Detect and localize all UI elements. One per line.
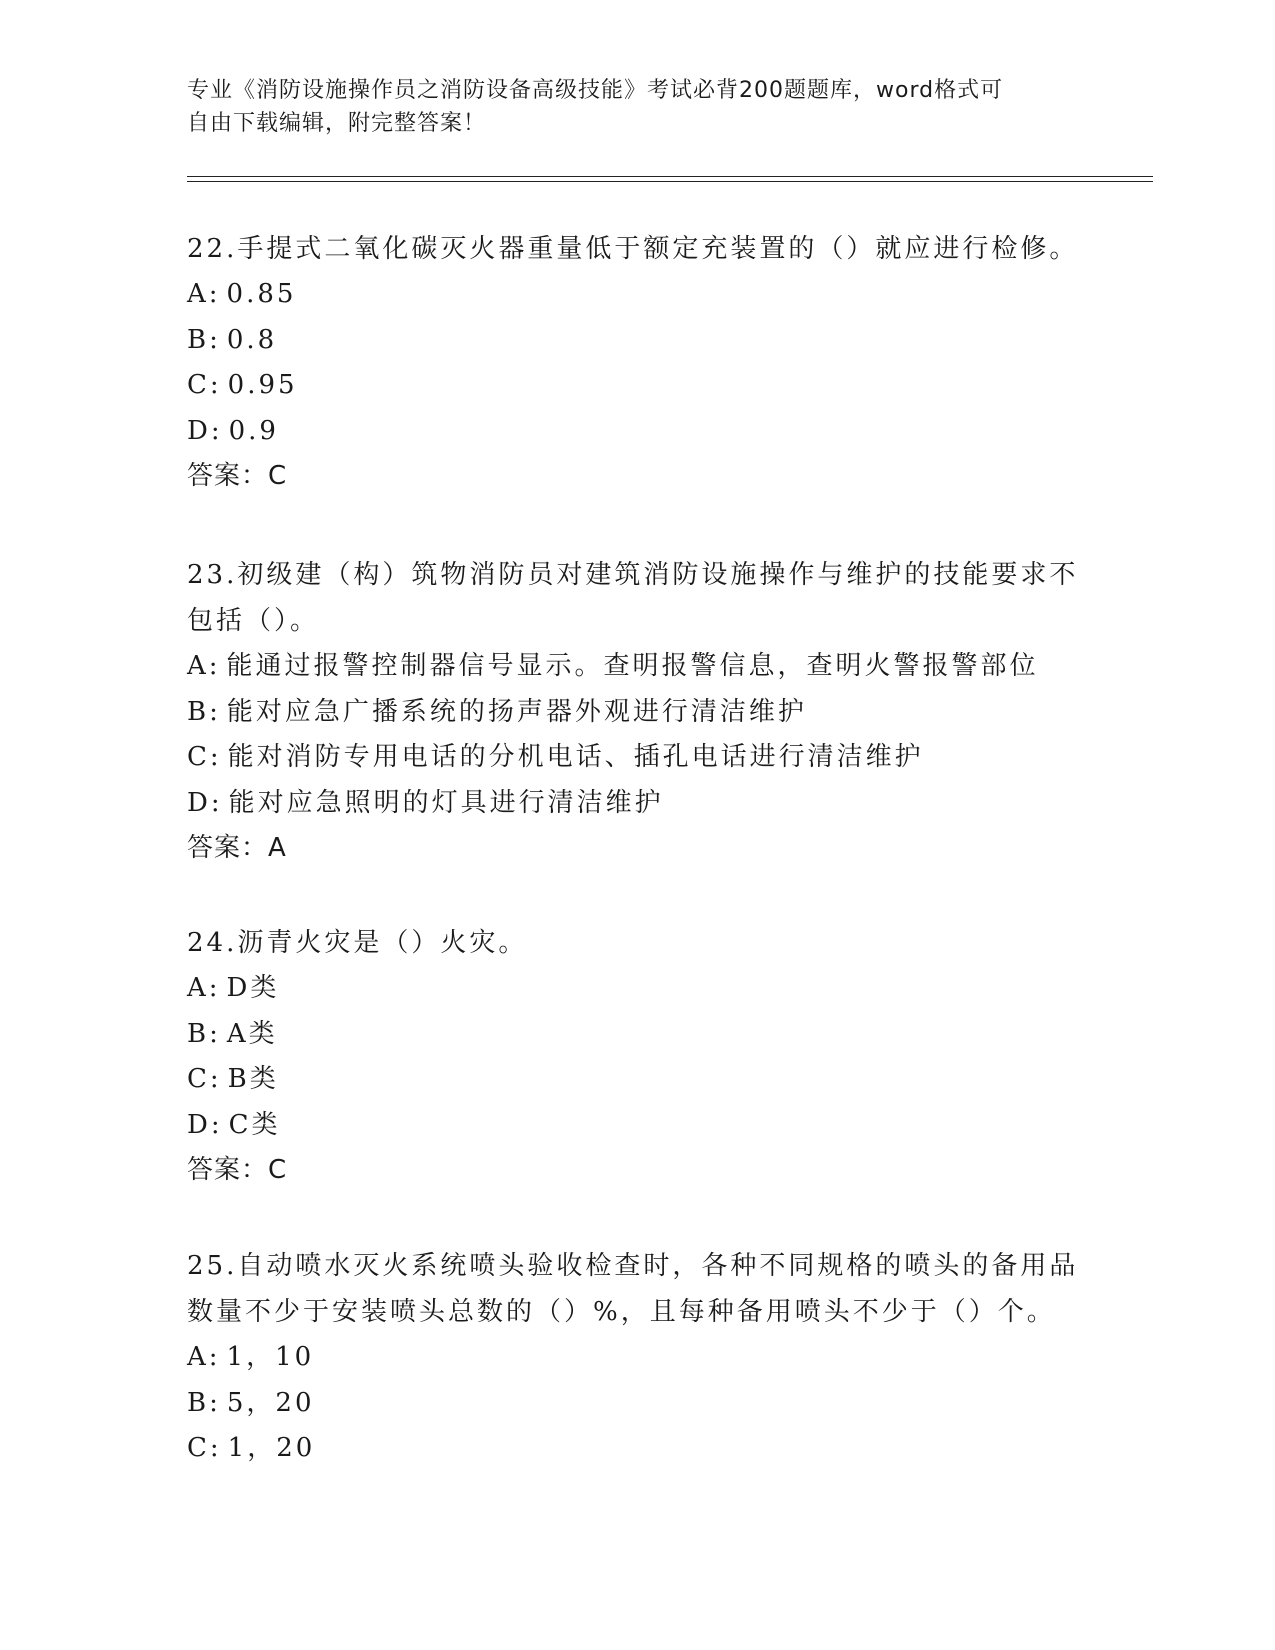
- document-header: [187, 74, 1067, 140]
- question-stem: 24.沥青火灾是（）火灾。: [187, 928, 528, 958]
- option-label: B:: [187, 1018, 221, 1049]
- option-label: A:: [187, 973, 221, 1003]
- option-a: [187, 644, 1087, 690]
- question-24: [187, 920, 1087, 1194]
- option-label: D:: [187, 415, 223, 446]
- question-stem: 22.手提式二氧化碳灭火器重量低于额定充装置的（）就应进行检修。: [187, 234, 1079, 264]
- option-text: 能对消防专用电话的分机电话、插孔电话进行清洁维护: [227, 742, 924, 772]
- option-text: A类: [226, 1018, 278, 1049]
- option-c: [187, 735, 1087, 781]
- option-label: C:: [187, 1433, 222, 1463]
- option-label: A:: [187, 1342, 221, 1372]
- option-text: B类: [227, 1064, 279, 1094]
- option-b: [187, 1381, 1087, 1427]
- option-label: D:: [187, 1109, 223, 1140]
- option-text: D类: [226, 973, 280, 1003]
- option-text: 能对应急广播系统的扬声器外观进行清洁维护: [226, 696, 807, 727]
- option-text: 能对应急照明的灯具进行清洁维护: [228, 787, 664, 818]
- question-25: [187, 1243, 1087, 1472]
- answer-line: 答案：C: [187, 1155, 288, 1185]
- option-c: [187, 1426, 1087, 1472]
- question-23: [187, 552, 1087, 872]
- header-line-1: 专业《消防设施操作员之消防设备高级技能》考试必背200题题库，word格式可: [187, 78, 1004, 103]
- option-label: B:: [187, 1387, 221, 1418]
- option-c: [187, 363, 1087, 409]
- option-text: 0.85: [226, 279, 297, 309]
- option-label: B:: [187, 324, 221, 355]
- option-text: 能通过报警控制器信号显示。查明报警信息，查明火警报警部位: [226, 651, 1039, 681]
- option-a: [187, 272, 1087, 318]
- option-a: [187, 966, 1087, 1012]
- option-c: [187, 1057, 1087, 1103]
- option-text: 0.9: [228, 415, 279, 446]
- option-text: C类: [228, 1109, 281, 1140]
- option-a: [187, 1335, 1087, 1381]
- option-b: [187, 318, 1087, 364]
- option-label: C:: [187, 742, 222, 772]
- option-label: B:: [187, 696, 221, 727]
- option-label: C:: [187, 1064, 222, 1094]
- answer-line: 答案：C: [187, 461, 288, 491]
- option-label: D:: [187, 787, 223, 818]
- header-divider-bottom: [187, 181, 1153, 182]
- question-stem: 23.初级建（构）筑物消防员对建筑消防设施操作与维护的技能要求不包括（）。: [187, 560, 1079, 636]
- option-text: 0.95: [227, 370, 298, 400]
- question-stem: 25.自动喷水灭火系统喷头验收检查时，各种不同规格的喷头的备用品数量不少于安装喷头总数的（）%，且每种备用喷头不少于（）个。: [187, 1251, 1079, 1327]
- answer-line: 答案：A: [187, 833, 287, 863]
- option-text: 1，10: [226, 1342, 315, 1372]
- option-b: [187, 1012, 1087, 1058]
- option-label: A:: [187, 279, 221, 309]
- header-line-2: 自由下载编辑，附完整答案！: [187, 111, 487, 136]
- option-text: 1，20: [227, 1433, 316, 1463]
- question-22: [187, 226, 1087, 500]
- option-d: [187, 781, 1087, 827]
- header-divider-top: [187, 176, 1153, 177]
- option-d: [187, 1103, 1087, 1149]
- option-text: 5，20: [226, 1387, 315, 1418]
- option-b: [187, 690, 1087, 736]
- option-d: [187, 409, 1087, 455]
- option-label: C:: [187, 370, 222, 400]
- option-label: A:: [187, 651, 221, 681]
- option-text: 0.8: [226, 324, 278, 355]
